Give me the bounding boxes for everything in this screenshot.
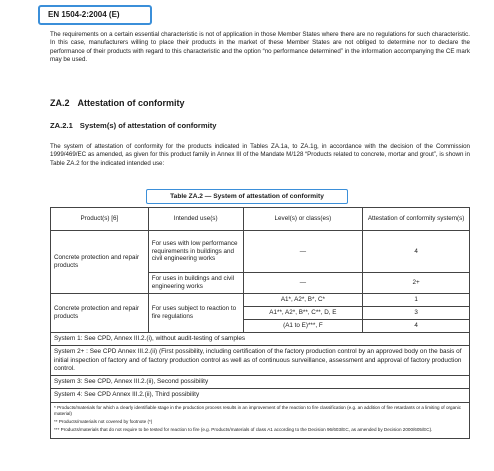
table-header-row xyxy=(51,208,470,231)
product-cell: Concrete protection and repair products xyxy=(51,231,149,294)
intended-use-cell: For uses subject to reaction to fire regulations xyxy=(148,294,243,333)
level-cell: — xyxy=(243,231,363,273)
header-system: Attestation of conformity system(s) xyxy=(363,208,470,231)
system-2plus-note: System 2+ : See CPD Annex III.2.(ii) (First possibility, including certification of the factory production control by an approved body on the basis of initial inspection of factory and of factory production control as well as of continuous surveillance, assessment and approval of factory production control. xyxy=(51,346,470,376)
subsection-number: ZA.2.1 xyxy=(50,121,73,130)
subsection-title: System(s) of attestation of conformity xyxy=(79,121,217,130)
system-row xyxy=(51,333,470,346)
intended-use-cell: For uses with low performance requirements in buildings and civil engineering works xyxy=(148,231,243,273)
table-title: Table ZA.2 — System of attestation of conformity xyxy=(146,189,348,204)
system-row xyxy=(51,346,470,376)
system-row xyxy=(51,389,470,402)
intended-use-cell: For uses in buildings and civil engineering works xyxy=(148,273,243,294)
system-3-note: System 3: See CPD, Annex III.2.(ii), Second possibility xyxy=(51,376,470,389)
level-cell: A1**, A2*, B**, C**, D, E xyxy=(243,307,363,320)
level-cell: — xyxy=(243,273,363,294)
level-cell: A1*, A2*, B*, C* xyxy=(243,294,363,307)
footnotes-cell xyxy=(51,402,470,438)
header-product: Product(s) [6] xyxy=(51,208,149,231)
level-cell: (A1 to E)***, F xyxy=(243,320,363,333)
subsection-paragraph: The system of attestation of conformity for the products indicated in Tables ZA.1a, to ZA.1g, in accordance with the decision of the Commission 1999/469/EC as amended, as given for this product family in Annex III of the Mandate M/128 “Products related to concrete, mortar and grout”, is shown in Table ZA.2 for the indicated intended use: xyxy=(50,143,470,167)
system-1-note: System 1: See CPD, Annex III.2.(i), without audit-testing of samples xyxy=(51,333,470,346)
table-row xyxy=(51,294,470,307)
system-cell: 3 xyxy=(363,307,470,320)
section-heading xyxy=(50,98,193,108)
attestation-table xyxy=(50,207,470,439)
system-cell: 4 xyxy=(363,320,470,333)
header-level: Level(s) or class(es) xyxy=(243,208,363,231)
footnote-single-star: * Products/materials for which a clearly identifiable stage in the production process results in an improvement of the reaction to fire classification (e.g. an addition of fire retardants or a limiting of organic material) xyxy=(54,404,462,416)
system-row xyxy=(51,376,470,389)
system-4-note: System 4: See CPD Annex III.2.(ii), Third possibility xyxy=(51,389,470,402)
standard-label: EN 1504-2:2004 (E) xyxy=(38,5,152,25)
product-cell: Concrete protection and repair products xyxy=(51,294,149,333)
table-row xyxy=(51,231,470,273)
footnote-triple-star: *** Products/materials that do not require to be tested for reaction to fire (e.g. Products/materials of class A1 according to the Decision 96/603/EC, as amended by Decision 2000/605/EC). xyxy=(54,426,433,432)
header-intended-use: Intended use(s) xyxy=(148,208,243,231)
system-cell: 4 xyxy=(363,231,470,273)
section-title: Attestation of conformity xyxy=(77,98,185,108)
footnote-double-star: ** Products/materials not covered by footnote (*) xyxy=(54,418,153,424)
intro-paragraph: The requirements on a certain essential characteristic is not of application in those Member States where there are no regulations for such characteristic. In this case, manufacturers willing to place their products in the market of these Member States are not obliged to determine nor to declare the performance of their products with regard to this characteristic and the option “no performance determined” in the information accompanying the CE mark may be used. xyxy=(50,31,470,64)
system-cell: 2+ xyxy=(363,273,470,294)
system-cell: 1 xyxy=(363,294,470,307)
subsection-heading xyxy=(50,121,224,130)
section-number: ZA.2 xyxy=(50,98,70,108)
footnotes-row xyxy=(51,402,470,438)
